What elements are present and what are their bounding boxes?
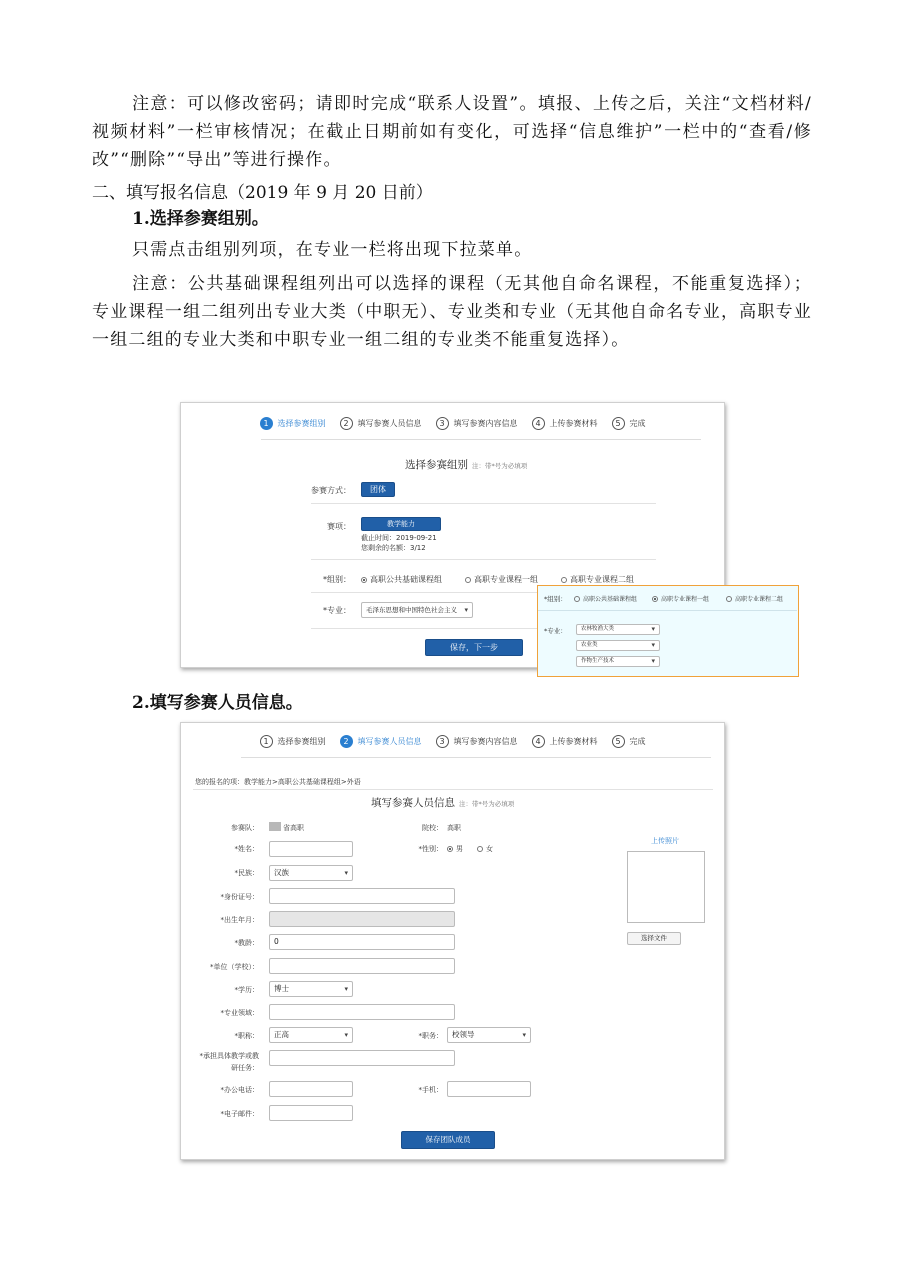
birth-input <box>269 911 455 927</box>
ethnic-label: *民族： <box>234 869 259 877</box>
wizard-steps <box>181 417 724 430</box>
form-title: 填写参赛人员信息 注：带*号为必填项 <box>371 797 515 809</box>
group-label: *组别： <box>323 575 351 584</box>
wizard-step-4[interactable]: 4 上传参赛材料 <box>532 735 598 748</box>
popup-group-option-3[interactable]: 高职专业课程二组 <box>726 594 783 603</box>
mode-label: 参赛方式： <box>311 486 351 495</box>
id-label: *身份证号： <box>220 893 259 901</box>
field-label: *专业领域： <box>220 1009 259 1017</box>
gender-female-radio[interactable]: 女 <box>477 844 493 854</box>
office-phone-input[interactable] <box>269 1081 353 1097</box>
name-label: *姓名： <box>234 845 259 853</box>
team-value: 省高职 <box>269 822 304 833</box>
mode-team-button[interactable]: 团体 <box>361 482 395 497</box>
major-select[interactable]: 毛泽东思想和中国特色社会主义 ▾ <box>361 602 473 618</box>
wizard-step-4[interactable]: 4 上传参赛材料 <box>532 417 598 430</box>
task-input[interactable] <box>269 1050 455 1066</box>
unit-input[interactable] <box>269 958 455 974</box>
mobile-label: *手机： <box>418 1086 443 1094</box>
wizard-steps-2 <box>181 735 724 748</box>
title-select[interactable]: 正高 ▾ <box>269 1027 353 1043</box>
office-phone-label: *办公电话： <box>220 1086 259 1094</box>
edu-label: *学历： <box>234 986 259 994</box>
task-label-2: 研任务： <box>231 1064 259 1072</box>
wizard-step-5[interactable]: 5 完成 <box>612 417 646 430</box>
event-button[interactable]: 教学能力 <box>361 517 441 531</box>
upload-photo-link[interactable]: 上传照片 <box>651 837 679 845</box>
task-label-1: *承担具体教学或教 <box>199 1052 259 1060</box>
id-input[interactable] <box>269 888 455 904</box>
step1-title: 1.选择参赛组别。 <box>132 209 269 229</box>
deadline-text: 截止时间：2019-09-21 <box>361 534 437 542</box>
photo-preview <box>627 851 705 923</box>
ethnic-select[interactable]: 汉族 ▾ <box>269 865 353 881</box>
popup-group-option-2[interactable]: 高职专业课程一组 <box>652 594 709 603</box>
form-title: 选择参赛组别 注：带*号为必填项 <box>405 459 528 471</box>
wizard-step-3[interactable]: 3 填写参赛内容信息 <box>436 735 518 748</box>
team-label: 参赛队： <box>231 824 259 832</box>
gender-label: *性别： <box>418 845 443 853</box>
popup-major-class-select[interactable]: 农业类 ▾ <box>576 640 660 651</box>
mobile-input[interactable] <box>447 1081 531 1097</box>
group-popup <box>537 585 799 677</box>
field-input[interactable] <box>269 1004 455 1020</box>
wizard-step-1[interactable]: 1 选择参赛组别 <box>260 735 326 748</box>
save-team-member-button[interactable]: 保存团队成员 <box>401 1131 495 1149</box>
name-input[interactable] <box>269 841 353 857</box>
email-input[interactable] <box>269 1105 353 1121</box>
wizard-step-1[interactable]: 1 选择参赛组别 <box>260 417 326 430</box>
section-title: 二、填写报名信息（2019 年 9 月 20 日前） <box>92 183 433 203</box>
popup-group-label: *组别： <box>544 595 567 603</box>
quota-text: 您剩余的名额：3/12 <box>361 544 426 552</box>
teach-age-label: *教龄： <box>234 939 259 947</box>
email-label: *电子邮件： <box>220 1110 259 1118</box>
wizard-step-2[interactable]: 2 填写参赛人员信息 <box>340 417 422 430</box>
wizard-step-2[interactable]: 2 填写参赛人员信息 <box>340 735 422 748</box>
teach-age-input[interactable]: 0 <box>269 934 455 950</box>
popup-major-category-select[interactable]: 农林牧渔大类 ▾ <box>576 624 660 635</box>
popup-major-select[interactable]: 作物生产技术 ▾ <box>576 656 660 667</box>
unit-label: *单位（学校）： <box>210 963 259 971</box>
step1-note: 注意：公共基础课程组列出可以选择的课程（无其他自命名课程，不能重复选择）；专业课程一组二组列出专业大类（中职无）、专业类和专业（无其他自命名专业，高职专业一组二组的专业大类和中职专业一组二组的专业类不能重复选择）。 <box>92 274 812 350</box>
breadcrumb: 您的报名的项：教学能力>高职公共基础课程组>外语 <box>195 778 361 786</box>
step2-title: 2.填写参赛人员信息。 <box>132 693 303 713</box>
title-label: *职称： <box>234 1032 259 1040</box>
post-label: *职务： <box>418 1032 443 1040</box>
group-option-3[interactable]: 高职专业课程二组 <box>561 574 634 585</box>
popup-group-option-1[interactable]: 高职公共基础课程组 <box>574 594 637 603</box>
popup-major-label: *专业： <box>544 627 567 635</box>
intro-note: 注意：可以修改密码；请即时完成“联系人设置”。填报、上传之后，关注“文档材料/视频材料”一栏审核情况；在截止日期前如有变化，可选择“信息维护”一栏中的“查看/修改”“删除”“导出”等进行操作。 <box>92 94 812 170</box>
screenshot-member-info <box>180 722 725 1160</box>
save-next-button[interactable]: 保存，下一步 <box>425 639 523 656</box>
choose-file-button[interactable]: 选择文件 <box>627 932 681 945</box>
group-option-2[interactable]: 高职专业课程一组 <box>465 574 538 585</box>
school-label: 院校： <box>422 824 443 832</box>
wizard-step-5[interactable]: 5 完成 <box>612 735 646 748</box>
team-avatar <box>269 822 281 831</box>
post-select[interactable]: 校领导 ▾ <box>447 1027 531 1043</box>
event-label: 赛项： <box>327 522 351 531</box>
major-label: *专业： <box>323 606 351 615</box>
wizard-step-3[interactable]: 3 填写参赛内容信息 <box>436 417 518 430</box>
gender-male-radio[interactable]: 男 <box>447 844 463 854</box>
edu-select[interactable]: 博士 ▾ <box>269 981 353 997</box>
group-option-1[interactable]: 高职公共基础课程组 <box>361 574 442 585</box>
step1-desc: 只需点击组别列项，在专业一栏将出现下拉菜单。 <box>132 240 533 260</box>
birth-label: *出生年月： <box>220 916 259 924</box>
school-value: 高职 <box>447 824 461 832</box>
